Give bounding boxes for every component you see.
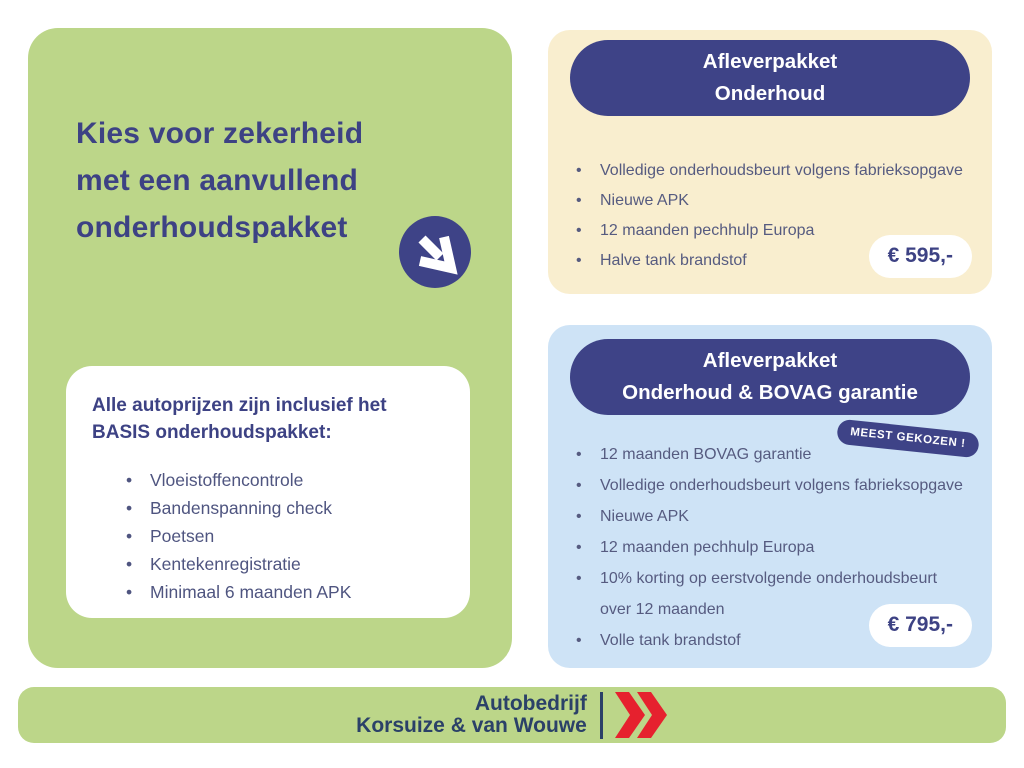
footer-bar <box>18 687 1006 743</box>
list-item: • Volledige onderhoudsbeurt volgens fabrieksopgave <box>576 156 963 186</box>
basis-package-list <box>126 466 442 606</box>
list-item: • Volle tank brandstof <box>576 625 963 656</box>
package-title-line: Afleverpakket <box>702 50 838 73</box>
company-name <box>356 693 587 738</box>
price-badge: € 595,- <box>869 235 972 278</box>
list-item: • Halve tank brandstof <box>576 246 963 276</box>
page-title-line: onderhoudspakket <box>76 211 348 244</box>
list-item: • Volledige onderhoudsbeurt volgens fabrieksopgave <box>576 470 963 501</box>
page-title <box>76 110 363 251</box>
list-item: • 12 maanden pechhulp Europa <box>576 216 963 246</box>
basis-package-card <box>66 366 470 618</box>
package-header <box>570 339 970 415</box>
double-chevron-icon <box>614 691 668 739</box>
logo-divider <box>600 692 603 739</box>
arrow-down-right-icon <box>399 216 471 288</box>
arrow-down-right-glyph <box>399 216 471 288</box>
most-chosen-badge: MEEST GEKOZEN ! <box>836 419 980 459</box>
package-card-onderhoud <box>548 30 992 294</box>
basis-package-heading <box>92 392 442 446</box>
list-item: • Kentekenregistratie <box>126 550 442 578</box>
list-item: • Bandenspanning check <box>126 494 442 522</box>
list-item: • Vloeistoffencontrole <box>126 466 442 494</box>
package-title-line: Afleverpakket <box>702 349 838 372</box>
list-item: • 12 maanden BOVAG garantie <box>576 439 963 470</box>
package-title-line: Onderhoud & BOVAG garantie <box>622 381 918 404</box>
page-title-line: met een aanvullend <box>76 164 359 197</box>
company-name-line: Autobedrijf <box>474 691 587 715</box>
basis-heading-line: BASIS onderhoudspakket: <box>92 422 332 443</box>
package-header <box>570 40 970 116</box>
list-item-line: 10% korting op eerstvolgende onderhoudsbeurt <box>600 570 938 587</box>
intro-card <box>28 28 512 668</box>
list-item: • 12 maanden pechhulp Europa <box>576 532 963 563</box>
list-item: • Minimaal 6 maanden APK <box>126 578 442 606</box>
basis-heading-line: Alle autoprijzen zijn inclusief het <box>92 395 387 416</box>
page-title-line: Kies voor zekerheid <box>76 117 364 150</box>
list-item: • Nieuwe APK <box>576 501 963 532</box>
list-item-line: over 12 maanden <box>600 601 725 618</box>
price-badge: € 795,- <box>869 604 972 647</box>
list-item: • Poetsen <box>126 522 442 550</box>
list-item: • Nieuwe APK <box>576 186 963 216</box>
package-card-onderhoud-bovag <box>548 325 992 668</box>
package-title-line: Onderhoud <box>714 82 826 105</box>
company-name-line: Korsuize & van Wouwe <box>356 714 587 737</box>
